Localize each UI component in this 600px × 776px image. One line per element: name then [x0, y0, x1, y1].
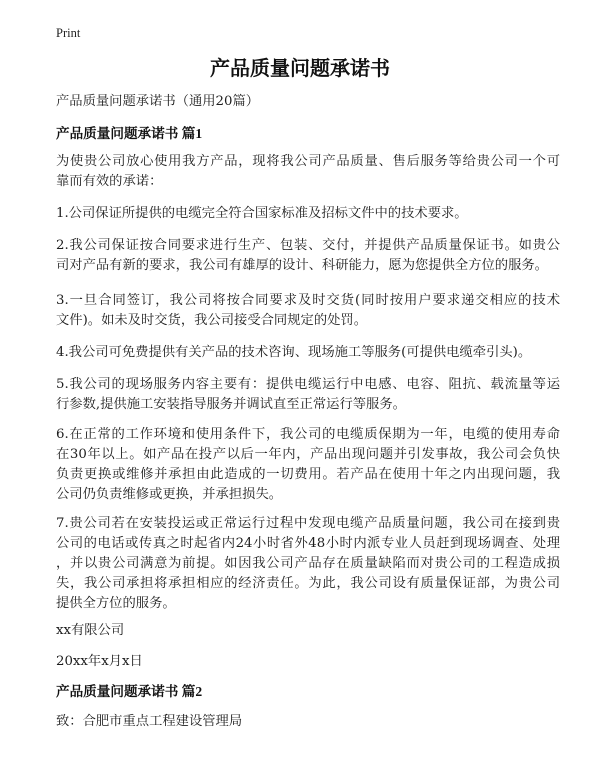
- print-row: [56, 22, 560, 38]
- paragraph-line: 行参数,提供施工安装指导服务并调试直至正常运行等服务。: [56, 397, 406, 412]
- recipient-line: 致：合肥市重点工程建设管理局: [56, 714, 243, 729]
- paragraph-line: 为使贵公司放心使用我方产品，现将我公司产品质量、售后服务等给贵公司一个可: [56, 154, 560, 169]
- commitment-item-1: [56, 204, 560, 224]
- commitment-item-2: [56, 236, 560, 276]
- commitment-item-3: [56, 291, 560, 331]
- commitment-item-4: [56, 343, 560, 363]
- paragraph-line: 失，我公司承担将承担相应的经济责任。为此，我公司设有质量保证部，为贵公司: [56, 576, 560, 591]
- paragraph-line: 在30年以上。如产品在投产以后一年内，产品出现问题并引发事故，我公司会负快: [56, 447, 560, 462]
- print-link[interactable]: Print: [56, 26, 81, 40]
- commitment-item-7: [56, 514, 560, 614]
- signature-date: 20xx年x月x日: [56, 654, 143, 669]
- paragraph-line: 2.我公司保证按合同要求进行生产、包装、交付，并提供产品质量保证书。如贵公: [56, 238, 560, 253]
- commitment-item-6: [56, 425, 560, 505]
- document-title: 产品质量问题承诺书: [210, 56, 390, 80]
- paragraph-line: 公司仍负责维修或更换，并承担损失。: [56, 487, 283, 502]
- paragraph-line: 提供全方位的服务。: [56, 596, 176, 611]
- paragraph-line: 文件)。如未及时交货，我公司接受合同规定的处罚。: [56, 313, 368, 328]
- paragraph-line: 3.一旦合同签订，我公司将按合同要求及时交货(同时按用户要求递交相应的技术: [56, 293, 560, 308]
- paragraph-line: 5.我公司的现场服务内容主要有：提供电缆运行中电感、电容、阻抗、载流量等运: [56, 377, 560, 392]
- section-heading-1: 产品质量问题承诺书 篇1: [56, 126, 203, 141]
- paragraph-line: 7.贵公司若在安装投运或正常运行过程中发现电缆产品质量问题，我公司在接到贵: [56, 516, 560, 531]
- paragraph-line: 4.我公司可免费提供有关产品的技术咨询、现场施工等服务(可提供电缆牵引头)。: [56, 345, 532, 360]
- paragraph-line: 靠而有效的承诺：: [56, 174, 163, 189]
- paragraph-line: ，并以贵公司满意为前提。如因我公司产品存在质量缺陷而对贵公司的工程造成损: [56, 556, 560, 571]
- paragraph-line: 1.公司保证所提供的电缆完全符合国家标准及招标文件中的技术要求。: [56, 206, 468, 221]
- document-column: [56, 0, 560, 732]
- document-subtitle: 产品质量问题承诺书（通用20篇）: [56, 94, 260, 109]
- paragraph-line: 6.在正常的工作环境和使用条件下，我公司的电缆质保期为一年，电缆的使用寿命: [56, 427, 560, 442]
- paragraph-line: 公司的电话或传真之时起省内24小时省外48小时内派专业人员赶到现场调查、处理: [56, 536, 560, 551]
- paragraph-line: 司对产品有新的要求，我公司有雄厚的设计、科研能力，愿为您提供全方位的服务。: [56, 258, 548, 273]
- section-heading-2: 产品质量问题承诺书 篇2: [56, 684, 203, 699]
- intro-paragraph: [56, 152, 560, 192]
- commitment-item-5: [56, 375, 560, 415]
- paragraph-line: 负责更换或维修并承担由此造成的一切费用。若产品在使用十年之内出现问题，我: [56, 467, 560, 482]
- company-signature: xx有限公司: [56, 623, 125, 638]
